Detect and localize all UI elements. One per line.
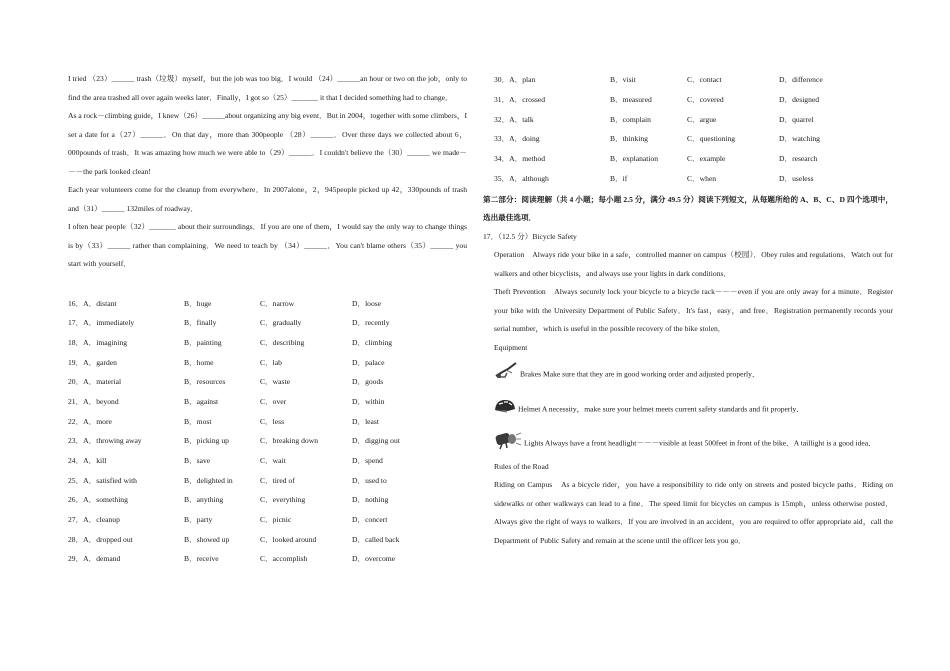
equipment-brakes bbox=[483, 361, 893, 389]
brakes-text: Brakes Make sure that they are in good working order and adjusted properly． bbox=[520, 369, 760, 379]
option-d: D．least bbox=[352, 416, 379, 426]
option-b: B．if bbox=[610, 173, 628, 183]
option-a: 30．A．plan bbox=[494, 75, 536, 84]
option-d: D．watching bbox=[779, 134, 820, 144]
option-row-20 bbox=[68, 372, 467, 392]
option-b: B．complain bbox=[610, 114, 651, 124]
option-row-23 bbox=[68, 431, 467, 451]
option-c: C．looked around bbox=[260, 534, 317, 544]
option-a: 34．A．method bbox=[494, 154, 546, 163]
option-row-30 bbox=[483, 70, 893, 90]
option-d: D．useless bbox=[779, 173, 814, 183]
option-b: B．showed up bbox=[184, 534, 230, 544]
option-a: 23．A．throwing away bbox=[68, 436, 142, 446]
cloze-paragraph-2: As a rock－climbing guide，I knew（26）______about organizing any big event．But in 2004，together with some climbers，I set a date for a（27）______．On that day，more than 300people （28）______．Over three days we collected about 6，000pounds of trash．It was amazing how much we were able to（29）______．I couldn't believe the（30）______ we made－－－the park looked clean! bbox=[68, 111, 467, 176]
right-column bbox=[483, 70, 893, 550]
option-d: D．nothing bbox=[352, 495, 389, 505]
cloze-options-right bbox=[483, 70, 893, 189]
option-a: 24．A．kill bbox=[68, 456, 107, 465]
operation-paragraph: Operation Always ride your bike in a safe，controlled manner on campus（校园）．Obey rules and regulations．Watch out for walkers and other bicyclists，and always use your lights in dark conditions． bbox=[494, 250, 893, 278]
option-a: 33．A．doing bbox=[494, 134, 540, 144]
option-c: C．gradually bbox=[260, 318, 302, 328]
question-17-title: 17．（12.5 分）Bicycle Safety bbox=[483, 231, 577, 241]
option-c: C．tired of bbox=[260, 475, 295, 485]
option-d: D．recently bbox=[352, 318, 390, 328]
option-d: D．called back bbox=[352, 534, 400, 544]
option-a: 29．A．demand bbox=[68, 554, 121, 564]
option-row-18 bbox=[68, 333, 467, 353]
riding-paragraph: Riding on Campus As a bicycle rider，you have a responsibility to ride only on streets and posted bicycle paths．Riding on sidewalks or other walkways can lead to a fine．The speed limit for bicycles on campus is 15mph，unless otherwise posted．Always give the right of ways to walkers．If you are involved in an accident，you are required to offer appropriate aid，call the Department of Public Safety and remain at the scene until the officer lets you go． bbox=[494, 480, 893, 545]
option-b: B．measured bbox=[610, 94, 652, 104]
helmet-text: Helmet A necessity，make sure your helmet meets current safety standards and fit properly． bbox=[518, 404, 804, 413]
option-row-17 bbox=[68, 313, 467, 333]
option-d: D．difference bbox=[779, 75, 823, 84]
option-b: B．painting bbox=[184, 337, 222, 347]
cloze-paragraph-3: Each year volunteers come for the cleanup from everywhere．In 2007alone，2，945people picked up 42，330pounds of trash and（31）______ 132miles of roadway． bbox=[68, 185, 467, 213]
option-row-29 bbox=[68, 549, 467, 569]
option-b: B．receive bbox=[184, 554, 219, 564]
option-b: B．anything bbox=[184, 495, 224, 505]
option-a: 31．A．crossed bbox=[494, 94, 546, 104]
option-d: D．spend bbox=[352, 456, 383, 465]
option-row-19 bbox=[68, 353, 467, 373]
left-column bbox=[68, 70, 467, 569]
headlight-icon bbox=[494, 430, 522, 458]
option-row-32 bbox=[483, 110, 893, 130]
equipment-helmet bbox=[483, 398, 893, 422]
option-b: B．delighted in bbox=[184, 475, 233, 485]
option-c: C．wait bbox=[260, 456, 286, 465]
option-c: C．waste bbox=[260, 377, 290, 387]
option-a: 28．A．dropped out bbox=[68, 534, 133, 544]
option-row-21 bbox=[68, 392, 467, 412]
option-c: C．describing bbox=[260, 337, 305, 347]
option-c: C．narrow bbox=[260, 298, 295, 308]
option-a: 32．A．talk bbox=[494, 114, 534, 124]
option-c: C．over bbox=[260, 396, 287, 406]
option-a: 25．A．satisfied with bbox=[68, 475, 137, 485]
option-c: C．breaking down bbox=[260, 436, 318, 446]
option-d: D．palace bbox=[352, 357, 385, 367]
option-c: C．when bbox=[687, 173, 717, 183]
option-d: D．goods bbox=[352, 377, 384, 387]
option-row-33 bbox=[483, 129, 893, 149]
helmet-icon bbox=[494, 398, 516, 422]
option-c: C．covered bbox=[687, 94, 724, 104]
option-d: D．used to bbox=[352, 475, 387, 485]
option-b: B．home bbox=[184, 357, 214, 367]
theft-prevention-paragraph: Theft Prevention Always securely lock your bicycle to a bicycle rack－－－even if you are only away for a minute．Register your bike with the University Department of Public Safety．It's fast，easy，and free．Registration permanently records your serial number，which is useful in the possible recovery of the bike stolen． bbox=[494, 287, 893, 333]
option-d: D．within bbox=[352, 396, 385, 406]
option-b: B．visit bbox=[610, 75, 636, 84]
option-b: B．finally bbox=[184, 318, 217, 328]
option-b: B．resources bbox=[184, 377, 226, 387]
equipment-lights bbox=[483, 430, 893, 458]
rules-heading: Rules of the Road bbox=[494, 461, 549, 471]
option-a: 26．A．something bbox=[68, 495, 128, 505]
option-b: B．huge bbox=[184, 298, 212, 308]
option-b: B．party bbox=[184, 515, 213, 525]
option-d: D．research bbox=[779, 154, 818, 163]
option-a: 22．A．more bbox=[68, 416, 112, 426]
equipment-heading: Equipment bbox=[494, 342, 528, 352]
option-c: C．questioning bbox=[687, 134, 736, 144]
option-b: B．save bbox=[184, 456, 211, 465]
option-row-22 bbox=[68, 412, 467, 432]
option-c: C．contact bbox=[687, 75, 722, 84]
option-d: D．climbing bbox=[352, 337, 393, 347]
option-b: B．most bbox=[184, 416, 212, 426]
cloze-options-left bbox=[68, 294, 467, 570]
option-row-27 bbox=[68, 510, 467, 530]
option-d: D．loose bbox=[352, 298, 382, 308]
option-row-16 bbox=[68, 294, 467, 314]
option-c: C．everything bbox=[260, 495, 306, 505]
option-b: B．picking up bbox=[184, 436, 229, 446]
option-d: D．designed bbox=[779, 94, 820, 104]
option-b: B．against bbox=[184, 396, 219, 406]
option-row-26 bbox=[68, 490, 467, 510]
option-c: C．picnic bbox=[260, 515, 292, 525]
option-row-34 bbox=[483, 149, 893, 169]
option-c: C．accomplish bbox=[260, 554, 308, 564]
option-a: 27．A．cleanup bbox=[68, 515, 120, 525]
option-c: C．argue bbox=[687, 114, 717, 124]
section-2-heading: 第二部分：阅读理解（共 4 小题；每小题 2.5 分，满分 49.5 分）阅读下列短文，从每题所给的 A、B、C、D 四个选项中，选出最佳选项． bbox=[483, 194, 893, 222]
lights-text: Lights Always have a front headlight－－－visible at least 500feet in front of the bike．A taillight is a good idea． bbox=[524, 438, 876, 448]
option-a: 19．A．garden bbox=[68, 357, 117, 367]
option-row-28 bbox=[68, 530, 467, 550]
option-c: C．example bbox=[687, 154, 726, 163]
option-a: 17．A．immediately bbox=[68, 318, 135, 328]
option-b: B．thinking bbox=[610, 134, 648, 144]
option-row-35 bbox=[483, 169, 893, 189]
brakes-icon bbox=[494, 361, 518, 389]
option-d: D．quarrel bbox=[779, 114, 814, 124]
option-c: C．less bbox=[260, 416, 285, 426]
option-d: D．overcome bbox=[352, 554, 396, 564]
cloze-paragraph-1: I tried （23）______ trash（垃圾）myself，but the job was too big．I would （24）______an hour or two on the job，only to find the area trashed all over again weeks later．Finally，I got so（25）_______ it that I decided something had to change． bbox=[68, 74, 467, 102]
cloze-paragraph-4: I often hear people（32）_______ about their surroundings．If you are one of them，I would say the only way to change things is by（33）______ rather than complaining．We need to teach by （34）______．You can't blame others（35）______ you start with yourself． bbox=[68, 222, 467, 268]
option-d: D．concert bbox=[352, 515, 388, 525]
option-a: 16．A．distant bbox=[68, 298, 117, 308]
option-a: 21．A．beyond bbox=[68, 396, 119, 406]
option-a: 18．A．imagining bbox=[68, 337, 128, 347]
option-row-31 bbox=[483, 90, 893, 110]
option-d: D．digging out bbox=[352, 436, 400, 446]
option-a: 35．A．although bbox=[494, 173, 549, 183]
option-row-25 bbox=[68, 471, 467, 491]
option-row-24 bbox=[68, 451, 467, 471]
option-a: 20．A．material bbox=[68, 377, 122, 387]
option-c: C．lab bbox=[260, 357, 282, 367]
option-b: B．explanation bbox=[610, 154, 659, 163]
